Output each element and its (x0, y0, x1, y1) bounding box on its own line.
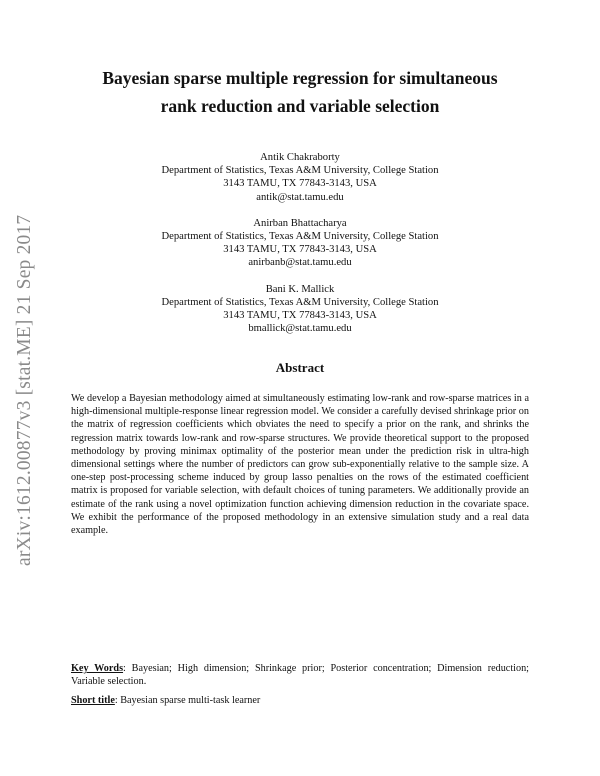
paper-title-line-1: Bayesian sparse multiple regression for simultaneous (102, 68, 498, 88)
short-title-paragraph (71, 695, 529, 708)
abstract-body: We develop a Bayesian methodology aimed at simultaneously estimating low-rank and row-sparse matrices in a high-dimensional multiple-response linear regression model. We consider a carefully devised shrinkage prior on the matrix of regression coefficients which obviates the need to specify a prior on the rank, and shrinks the regression matrix towards low-rank and row-sparse structures. We provide theoretical support to the proposed methodology by proving minimax optimality of the posterior mean under the prediction risk in ultra-high dimensional settings where the number of predictors can grow sub-exponentially relative to the sample size. A one-step post-processing scheme induced by group lasso penalties on the rows of the estimated coefficient matrix is proposed for variable selection, with default choices of tuning parameters. We additionally provide an estimate of the rank using a novel optimization function achieving dimension reduction in the covariate space. We exhibit the performance of the proposed methodology in an extensive simulation study and a real data example. (71, 393, 529, 537)
author-address: 3143 TAMU, TX 77843-3143, USA (223, 244, 377, 256)
paper-title-line-2: rank reduction and variable selection (160, 96, 440, 116)
author-department: Department of Statistics, Texas A&M University, College Station (161, 165, 439, 177)
author-list (110, 151, 490, 348)
author-name: Antik Chakraborty (260, 152, 340, 163)
author-name: Bani K. Mallick (265, 283, 335, 295)
author-block-1 (110, 151, 490, 204)
author-email: anirbanb@stat.tamu.edu (248, 257, 352, 269)
author-name: Anirban Bhattacharya (253, 217, 347, 229)
author-address: 3143 TAMU, TX 77843-3143, USA (223, 310, 377, 322)
author-department: Department of Statistics, Texas A&M University, College Station (161, 231, 439, 243)
short-title-label: Short title (71, 695, 115, 706)
paper-title (60, 64, 540, 120)
keywords-text: : Bayesian; High dimension; Shrinkage prior; Posterior concentration; Dimension reduction; Variable selection. (71, 663, 529, 687)
keywords-label: Key Words (71, 663, 124, 674)
author-address: 3143 TAMU, TX 77843-3143, USA (223, 178, 377, 190)
author-block-2 (110, 217, 490, 270)
arxiv-identifier-stamp: arXiv:1612.00877v3 [stat.ME] 21 Sep 2017 (14, 214, 35, 566)
abstract-heading: Abstract (275, 360, 325, 375)
author-department: Department of Statistics, Texas A&M University, College Station (161, 296, 439, 308)
author-block-3 (110, 283, 490, 336)
author-email: bmallick@stat.tamu.edu (248, 323, 352, 335)
keywords-paragraph (71, 663, 529, 688)
short-title-text: : Bayesian sparse multi-task learner (114, 695, 261, 706)
author-email: antik@stat.tamu.edu (256, 191, 344, 203)
